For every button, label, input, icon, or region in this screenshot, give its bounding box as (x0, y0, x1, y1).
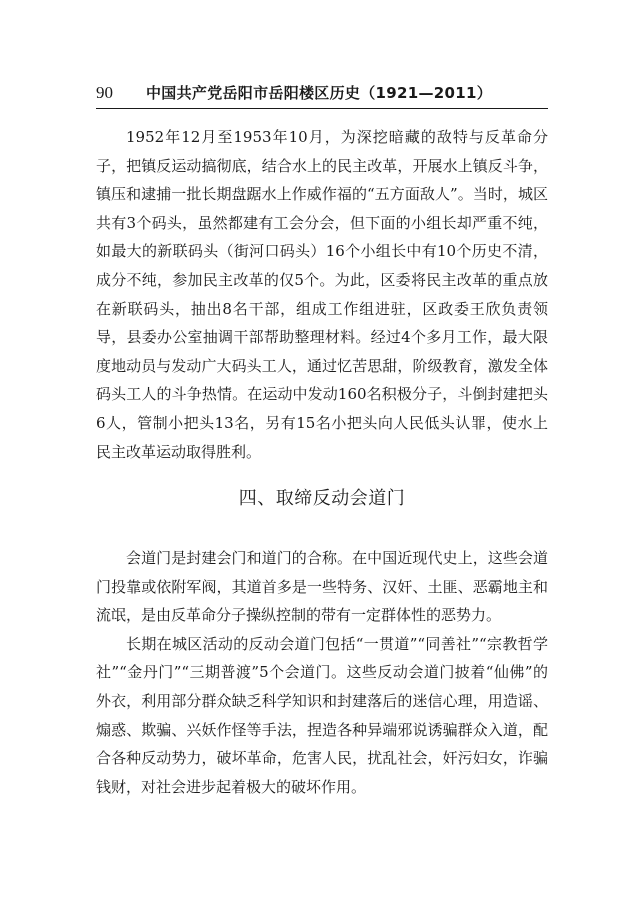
page-number: 90 (96, 83, 113, 102)
body-text-top (96, 123, 548, 466)
body-text-bottom (96, 544, 548, 801)
paragraph: 会道门是封建会门和道门的合称。在中国近现代史上，这些会道门投靠或依附军阀，其道首多是一些特务、汉奸、土匪、恶霸地主和流氓，是由反革命分子操纵控制的带有一定群体性的恶势力。 (96, 549, 548, 625)
section-heading: 四、取缔反动会道门 (238, 488, 406, 509)
header-rule (96, 108, 548, 109)
paragraph: 长期在城区活动的反动会道门包括“一贯道”“同善社”“宗教哲学社”“金丹门”“三期普渡”5个会道门。这些反动会道门披着“仙佛”的外衣，利用部分群众缺乏科学知识和封建落后的迷信心理，用造谣、煽惑、欺骗、兴妖作怪等手法，捏造各种异端邪说诱骗群众入道，配合各种反动势力，破坏革命，危害人民，扰乱社会，奸污妇女，诈骗钱财，对社会进步起着极大的破坏作用。 (96, 634, 548, 796)
paragraph: 1952年12月至1953年10月，为深挖暗藏的敌特与反革命分子，把镇反运动搞彻底，结合水上的民主改革，开展水上镇反斗争，镇压和逮捕一批长期盘踞水上作威作福的“五方面敌人”。当时，城区共有3个码头，虽然都建有工会分会，但下面的小组长却严重不纯，如最大的新联码头（街河口码头）16个小组长中有10个历史不清，成分不纯，参加民主改革的仅5个。为此，区委将民主改革的重点放在新联码头，抽出8名干部，组成工作组进驻，区政委王欣负责领导，县委办公室抽调干部帮助整理材料。经过4个多月工作，最大限度地动员与发动广大码头工人，通过忆苦思甜，阶级教育，激发全体码头工人的斗争热情。在运动中发动160名积极分子，斗倒封建把头6人，管制小把头13名，另有15名小把头向人民低头认罪，使水上民主改革运动取得胜利。 (96, 128, 548, 461)
running-header (96, 82, 548, 110)
running-title: 中国共产党岳阳市岳阳楼区历史（1921—2011） (146, 84, 492, 102)
